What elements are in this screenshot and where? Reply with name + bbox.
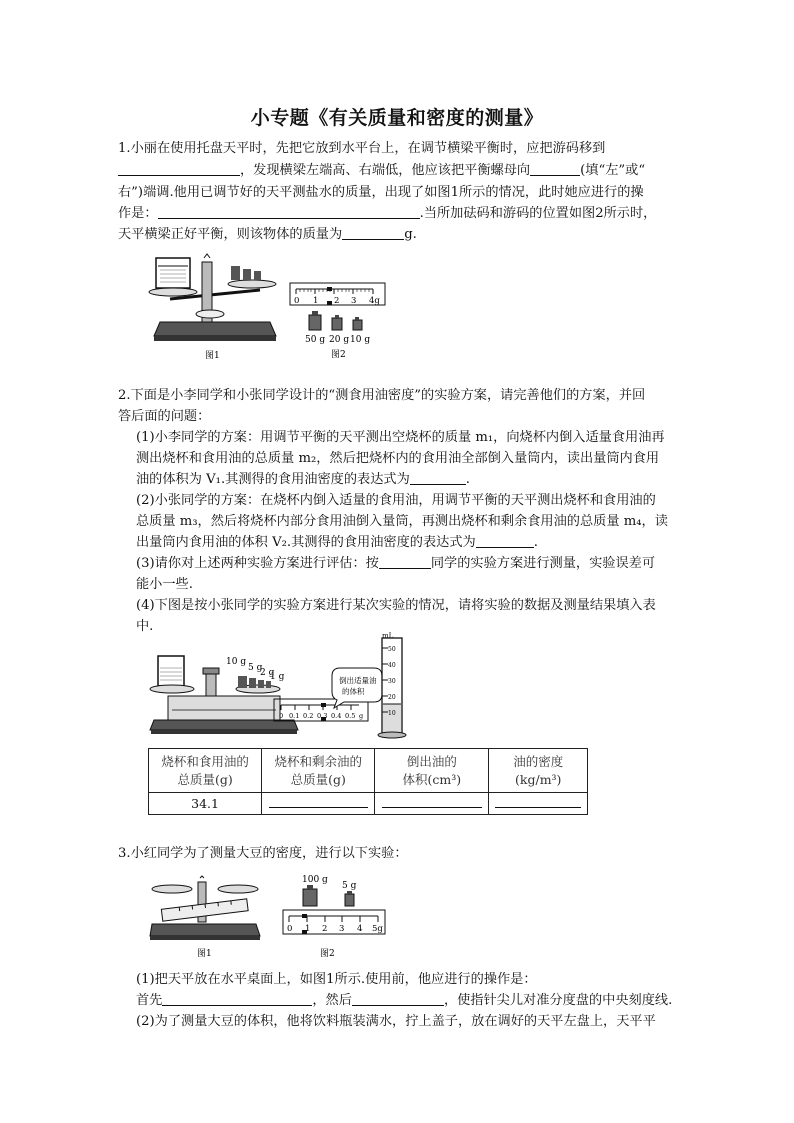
q2-line: 油的体积为 V₁.其测得的食用油密度的表达式为 . bbox=[136, 472, 470, 487]
fig-caption: 图2 bbox=[320, 949, 335, 959]
q1-line-1 bbox=[118, 139, 605, 159]
q1-text: 作是： bbox=[118, 206, 158, 221]
ruler-tick: 2 bbox=[322, 924, 328, 934]
q3-text: 3.小红同学为了测量大豆的密度，进行以下实验： bbox=[118, 846, 408, 861]
bubble-text: 倒出适量油 bbox=[339, 676, 377, 685]
q3-text: ，使指针尖儿对准分度盘的中央刻度线. bbox=[443, 993, 673, 1008]
page-title: 小专题《有关质量和密度的测量》 bbox=[250, 107, 544, 129]
ruler-tick: 0.5 bbox=[345, 712, 356, 720]
fig-caption: 图1 bbox=[197, 949, 212, 959]
q3-line bbox=[136, 991, 672, 1011]
q2-text: 测出烧杯和食用油的总质量 m₂，然后把烧杯内的食用油全部倒入量筒内，读出量筒内食用 bbox=[136, 451, 660, 466]
answer-blank[interactable] bbox=[118, 162, 240, 176]
q2-line bbox=[136, 512, 668, 532]
weight-label: 50 g bbox=[305, 335, 326, 345]
q3-figure-1-balance bbox=[150, 876, 260, 962]
q1-line-2 bbox=[118, 161, 645, 181]
table-cell[interactable] bbox=[262, 793, 375, 815]
ruler-tick: 2 bbox=[334, 296, 340, 306]
q1-line-4 bbox=[118, 204, 656, 224]
q2-line: 出量筒内食用油的体积 V₂.其测得的食用油密度的表达式为 . bbox=[136, 535, 538, 550]
ruler-tick: 4 bbox=[357, 924, 363, 934]
cylinder-unit: mL bbox=[382, 632, 394, 640]
cylinder-tick: 30 bbox=[388, 678, 396, 685]
table-cell[interactable] bbox=[375, 793, 489, 815]
ruler-tick: 0.3 bbox=[317, 712, 328, 720]
weight-label: 100 g bbox=[302, 875, 328, 885]
table-header-row bbox=[149, 749, 588, 793]
weight-label: 5 g bbox=[248, 663, 263, 673]
answer-blank[interactable] bbox=[476, 534, 534, 548]
ruler-tick: 0.2 bbox=[303, 712, 314, 720]
ruler-tick: 4g bbox=[369, 296, 380, 306]
q2-text: 油的体积为 V₁.其测得的食用油密度的表达式为 bbox=[136, 472, 410, 487]
q2-text: 答后面的问题： bbox=[118, 409, 211, 424]
q2-figure-cylinder bbox=[330, 634, 410, 744]
cylinder-tick: 40 bbox=[388, 662, 396, 669]
weight-label: 1 g bbox=[270, 672, 285, 682]
q2-line bbox=[136, 428, 665, 448]
q2-text: 出量筒内食用油的体积 V₂.其测得的食用油密度的表达式为 bbox=[136, 535, 476, 550]
q1-text: 天平横梁正好平衡，则该物体的质量为 bbox=[118, 227, 343, 242]
table-header-cell: 烧杯和剩余油的 总质量(g) bbox=[262, 749, 375, 793]
ruler-tick: 1 bbox=[305, 924, 311, 934]
q3-text: (2)为了测量大豆的体积，他将饮料瓶装满水，拧上盖子，放在调好的天平左盘上，天平平 bbox=[136, 1014, 656, 1029]
q3-text: ，然后 bbox=[312, 993, 352, 1008]
ruler-tick: 1 bbox=[313, 296, 319, 306]
answer-blank[interactable] bbox=[530, 162, 580, 176]
fig-caption: 图2 bbox=[331, 350, 346, 360]
ruler-tick: g bbox=[359, 712, 364, 720]
q2-line bbox=[136, 449, 659, 469]
q2-text: (2)小张同学的方案：在烧杯内倒入适量的食用油，用调节平衡的天平测出烧杯和食用油的 bbox=[136, 493, 656, 508]
answer-blank[interactable] bbox=[158, 205, 420, 219]
ruler-tick: 0 bbox=[294, 296, 300, 306]
cylinder-tick: 20 bbox=[388, 694, 396, 701]
q2-line bbox=[136, 575, 193, 595]
ruler-tick: 0 bbox=[287, 924, 293, 934]
q3-line bbox=[118, 844, 408, 864]
q2-line bbox=[136, 596, 656, 616]
ruler-tick: 5g bbox=[372, 924, 383, 934]
q2-text: (3)请你对上述两种实验方案进行评估：按 bbox=[136, 556, 379, 571]
q1-figure-1-balance bbox=[150, 252, 280, 361]
answer-blank[interactable] bbox=[269, 796, 368, 808]
q2-text: (4)下图是按小张同学的实验方案进行某次实验的情况，请将实验的数据及测量结果填入表 bbox=[136, 598, 656, 613]
q2-text: 2.下面是小李同学和小张同学设计的“测食用油密度”的实验方案，请完善他们的方案，并回 bbox=[118, 388, 646, 403]
q2-text: 总质量 m₃，然后将烧杯内部分食用油倒入量筒，再测出烧杯和剩余食用油的总质量 m₄，读 bbox=[136, 514, 668, 529]
ruler-tick: 3 bbox=[351, 296, 357, 306]
fig-caption: 图1 bbox=[205, 351, 220, 361]
q2-text: 能小一些. bbox=[136, 577, 193, 592]
q3-line bbox=[136, 1012, 656, 1032]
answer-blank[interactable] bbox=[342, 226, 404, 240]
table-row bbox=[149, 793, 588, 815]
q2-line bbox=[118, 407, 210, 427]
q1-text: (填“左”或“ bbox=[580, 163, 646, 178]
cylinder-tick: 10 bbox=[388, 710, 396, 717]
q2-line bbox=[118, 386, 645, 406]
q3-figure-2-ruler bbox=[282, 870, 390, 962]
answer-blank[interactable] bbox=[379, 555, 431, 569]
q2-text: (1)小李同学的方案：用调节平衡的天平测出空烧杯的质量 m₁，向烧杯内倒入适量食用油再 bbox=[136, 430, 665, 445]
table-header-cell: 倒出油的 体积(cm³) bbox=[375, 749, 489, 793]
table-header-cell: 烧杯和食用油的 总质量(g) bbox=[149, 749, 262, 793]
q2-text: 同学的实验方案进行测量，实验误差可 bbox=[430, 556, 656, 571]
q2-data-table bbox=[148, 748, 588, 815]
answer-blank[interactable] bbox=[495, 796, 581, 808]
ruler-tick: 3 bbox=[339, 924, 345, 934]
answer-blank[interactable] bbox=[162, 992, 312, 1006]
q3-line bbox=[136, 970, 537, 990]
weight-label: 10 g bbox=[226, 657, 247, 667]
table-cell[interactable] bbox=[489, 793, 588, 815]
answer-blank[interactable] bbox=[352, 992, 444, 1006]
q1-line-3 bbox=[118, 183, 644, 203]
q1-text: g. bbox=[404, 227, 417, 242]
q1-text: 1.小丽在使用托盘天平时，先把它放到水平台上，在调节横梁平衡时，应把游码移到 bbox=[118, 141, 606, 156]
weight-label: 20 g bbox=[329, 335, 350, 345]
q3-text: (1)把天平放在水平桌面上，如图1所示.使用前，他应进行的操作是： bbox=[136, 972, 537, 987]
q1-figure-2-ruler bbox=[289, 282, 389, 360]
q2-text: 中. bbox=[136, 619, 154, 634]
q2-line bbox=[136, 554, 655, 574]
weight-label: 5 g bbox=[342, 881, 357, 891]
q2-line bbox=[136, 491, 656, 511]
q1-text: 右”)端调.他用已调节好的天平测盐水的质量，出现了如图1所示的情况，此时她应进行的操 bbox=[118, 185, 644, 200]
table-cell: 34.1 bbox=[149, 793, 262, 815]
weight-label: 2 g bbox=[260, 668, 275, 678]
ruler-tick: 0 bbox=[279, 712, 284, 720]
cylinder-tick: 50 bbox=[388, 646, 396, 653]
ruler-tick: 0.1 bbox=[289, 712, 300, 720]
bubble-text: 的体积 bbox=[342, 687, 365, 696]
ruler-tick: 0.4 bbox=[331, 712, 342, 720]
q1-text: ，发现横梁左端高、右端低，他应该把平衡螺母向 bbox=[240, 163, 531, 178]
q3-text: 首先 bbox=[136, 993, 163, 1008]
weight-label: 10 g bbox=[350, 335, 371, 345]
answer-blank[interactable] bbox=[410, 471, 466, 485]
answer-blank[interactable] bbox=[382, 796, 482, 808]
q1-line-5 bbox=[118, 225, 417, 245]
table-header-cell: 油的密度 (kg/m³) bbox=[489, 749, 588, 793]
q1-text: .当所加砝码和游码的位置如图2所示时， bbox=[419, 206, 657, 221]
